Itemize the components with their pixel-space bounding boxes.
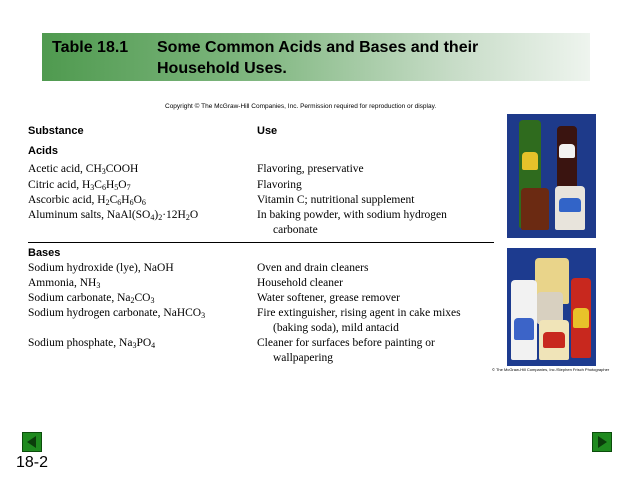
acid-use: Vitamin C; nutritional supplement (257, 194, 415, 206)
previous-slide-button[interactable] (22, 432, 42, 452)
substance-header: Substance (28, 125, 84, 137)
bases-label: Bases (28, 247, 61, 259)
base-substance: Sodium hydroxide (lye), NaOH (28, 262, 174, 274)
arrow-left-icon (23, 433, 41, 451)
next-slide-button[interactable] (592, 432, 612, 452)
acid-use: Flavoring (257, 179, 302, 191)
acid-substance: Ascorbic acid, $H_2C_6H_6O_6$ (28, 194, 146, 207)
acid-use-continued: carbonate (273, 224, 318, 236)
base-substance: Ammonia, $NH_3$ (28, 277, 101, 290)
table-title-line1: Some Common Acids and Bases and their (157, 39, 479, 56)
can-label (559, 198, 581, 212)
base-substance: Sodium hydrogen carbonate, NaHCO$_3$ (28, 307, 206, 320)
acid-substance: Aluminum salts, $NaAl(SO_4)_2\cdot 12H_2O$ (28, 209, 199, 222)
copyright-notice: Copyright © The McGraw-Hill Companies, Inc. Permission required for reproduction or display. (165, 103, 437, 110)
base-use: Household cleaner (257, 277, 343, 289)
base-products-photo (507, 248, 596, 366)
section-divider (28, 242, 494, 243)
base-use-continued: wallpapering (273, 352, 334, 364)
bottle-label (514, 318, 534, 340)
arrow-right-icon (593, 433, 611, 451)
base-use: Cleaner for surfaces before painting or (257, 337, 435, 349)
acid-substance: Citric acid, $H_3C_6H_5O_7$ (28, 179, 131, 192)
base-substance: Sodium carbonate, $Na_2CO_3$ (28, 292, 155, 305)
acid-use: Flavoring, preservative (257, 163, 364, 175)
acid-products-photo (507, 114, 596, 238)
can-label (573, 308, 589, 328)
table-number: Table 18.1 (52, 39, 129, 56)
table-title (157, 37, 587, 79)
base-use: Fire extinguisher, rising agent in cake mixes (257, 307, 461, 319)
table-title-line2: Household Uses. (157, 60, 287, 77)
use-header: Use (257, 125, 278, 137)
bottle-label (559, 144, 575, 158)
photo-credit: © The McGraw-Hill Companies, Inc./Stephen Frisch Photographer (492, 367, 610, 372)
acid-use: In baking powder, with sodium hydrogen (257, 209, 447, 221)
acids-label: Acids (28, 145, 58, 157)
box-label (543, 332, 565, 348)
vinegar-bottle (557, 126, 577, 190)
bottle-label (522, 152, 538, 170)
slide-number: 18-2 (16, 454, 49, 471)
base-use: Oven and drain cleaners (257, 262, 369, 274)
acid-substance: Acetic acid, $CH_3COOH$ (28, 163, 139, 176)
base-use: Water softener, grease remover (257, 292, 400, 304)
base-use-continued: (baking soda), mild antacid (273, 322, 399, 334)
supplement-jar (521, 188, 549, 230)
base-substance: Sodium phosphate, $Na_3PO_4$ (28, 337, 156, 350)
